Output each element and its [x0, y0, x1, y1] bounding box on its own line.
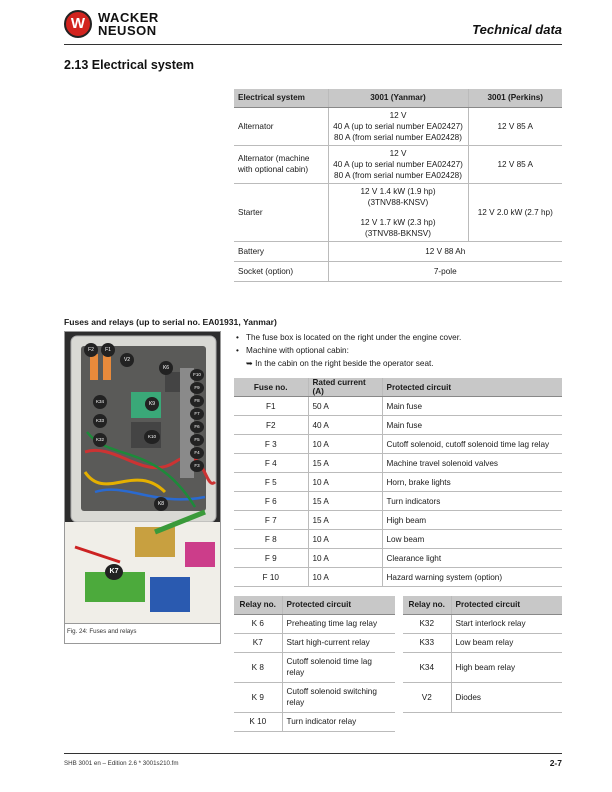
relay-circuit: Diodes — [451, 682, 562, 712]
figure-label: K32 — [93, 433, 107, 447]
fuse-number: F 7 — [234, 511, 308, 530]
fuse-current: 50 A — [308, 397, 382, 416]
table-row — [234, 652, 562, 682]
fuse-box-photo — [64, 331, 221, 624]
figure-label: K8 — [154, 497, 168, 511]
relay-circuit: Cutoff solenoid switching relay — [282, 682, 399, 712]
fuse-current: 10 A — [308, 530, 382, 549]
figure-label: V2 — [120, 353, 134, 367]
column-header: Protected circuit — [382, 378, 562, 397]
fuse-current: 10 A — [308, 549, 382, 568]
figure-label: F5 — [190, 434, 204, 446]
row-label: Starter — [234, 183, 328, 241]
table-row — [234, 397, 562, 416]
table-row — [234, 682, 562, 712]
fuse-number: F 3 — [234, 435, 308, 454]
relay-circuit: Start high-current relay — [282, 633, 399, 652]
table-row — [234, 568, 562, 587]
fuse-number: F 10 — [234, 568, 308, 587]
figure-label: F9 — [190, 382, 204, 394]
figure-label: F4 — [190, 447, 204, 459]
note-arrow: ➥ In the cabin on the right beside the operator seat. — [246, 359, 434, 368]
electrical-system-table — [234, 89, 562, 282]
row-label: Alternator (machine with optional cabin) — [234, 145, 328, 183]
table-row — [234, 241, 562, 261]
fuse-box-notes — [236, 331, 461, 370]
column-header: 3001 (Yanmar) — [328, 89, 468, 107]
table-header-row — [234, 596, 562, 614]
table-cell: 12 V 40 A (up to serial number EA02427) 80 A (from serial number EA02428) — [328, 107, 468, 145]
figure-label: K7 — [105, 564, 123, 580]
figure-label: F8 — [190, 395, 204, 407]
figure-label: K6 — [159, 361, 173, 375]
fuse-circuit: Turn indicators — [382, 492, 562, 511]
brand-name: WACKER NEUSON — [98, 10, 159, 38]
relay-circuit: Preheating time lag relay — [282, 614, 399, 633]
table-cell: 12 V 88 Ah — [328, 241, 562, 261]
relay-circuit: Start interlock relay — [451, 614, 562, 633]
column-header: Relay no. — [399, 596, 451, 614]
table-row — [234, 473, 562, 492]
table-header-row — [234, 89, 562, 107]
column-header: Protected circuit — [451, 596, 562, 614]
fuses-heading: Fuses and relays (up to serial no. EA01931, Yanmar) — [64, 317, 277, 327]
figure-label: K34 — [93, 395, 107, 409]
fuse-circuit: Clearance light — [382, 549, 562, 568]
footer-divider — [64, 753, 562, 754]
relay-circuit: Low beam relay — [451, 633, 562, 652]
relay-number: V2 — [399, 682, 451, 712]
fuse-number: F 5 — [234, 473, 308, 492]
fuse-number: F 6 — [234, 492, 308, 511]
table-row — [234, 416, 562, 435]
column-header: Relay no. — [234, 596, 282, 614]
table-row — [234, 530, 562, 549]
figure-label: F1 — [101, 343, 115, 357]
fuse-circuit: Horn, brake lights — [382, 473, 562, 492]
fuse-circuit: Machine travel solenoid valves — [382, 454, 562, 473]
relay-circuit: Cutoff solenoid time lag relay — [282, 652, 399, 682]
relay-number: K 8 — [234, 652, 282, 682]
table-cell: 7-pole — [328, 261, 562, 281]
table-row — [234, 511, 562, 530]
relay-number: K32 — [399, 614, 451, 633]
page-title: 2.13 Electrical system — [64, 58, 194, 72]
fuse-circuit: Main fuse — [382, 397, 562, 416]
fuse-number: F 8 — [234, 530, 308, 549]
table-row — [234, 633, 562, 652]
column-header: Electrical system — [234, 89, 328, 107]
fuse-circuit: Low beam — [382, 530, 562, 549]
relay-number: K34 — [399, 652, 451, 682]
figure-label: F3 — [190, 460, 204, 472]
table-row — [234, 435, 562, 454]
fuse-current: 15 A — [308, 454, 382, 473]
table-cell: 12 V 85 A — [468, 145, 562, 183]
table-header-row — [234, 378, 562, 397]
page-number: 2-7 — [549, 758, 562, 768]
table-row — [234, 145, 562, 183]
relay-number: K 9 — [234, 682, 282, 712]
page-header — [64, 10, 562, 42]
fuse-table — [234, 378, 562, 587]
table-row — [234, 454, 562, 473]
table-row — [234, 614, 562, 633]
relay-table — [234, 596, 562, 732]
figure-label: F7 — [190, 408, 204, 420]
figure-label: F2 — [84, 343, 98, 357]
fuse-circuit: Main fuse — [382, 416, 562, 435]
figure-label: F6 — [190, 421, 204, 433]
table-row — [234, 492, 562, 511]
table-row — [234, 261, 562, 281]
relay-number — [399, 712, 451, 731]
fuse-current: 10 A — [308, 435, 382, 454]
column-header: Protected circuit — [282, 596, 399, 614]
relay-circuit: High beam relay — [451, 652, 562, 682]
column-header: Rated current (A) — [308, 378, 382, 397]
figure-caption: Fig. 24: Fuses and relays — [67, 628, 137, 635]
figure-label: K10 — [144, 430, 160, 444]
figure-label: K9 — [145, 397, 159, 411]
table-row — [234, 183, 562, 241]
figure-label: F10 — [190, 369, 204, 381]
note-bullet: • The fuse box is located on the right under the engine cover. — [236, 331, 461, 344]
fuse-circuit: High beam — [382, 511, 562, 530]
fuse-current: 15 A — [308, 511, 382, 530]
fuse-number: F 4 — [234, 454, 308, 473]
fuse-circuit: Cutoff solenoid, cutoff solenoid time lag relay — [382, 435, 562, 454]
relay-number: K 10 — [234, 712, 282, 731]
table-cell: 12 V 85 A — [468, 107, 562, 145]
header-divider — [64, 44, 562, 45]
brand-logo-icon: W — [64, 10, 92, 38]
fuse-current: 40 A — [308, 416, 382, 435]
relay-circuit: Turn indicator relay — [282, 712, 399, 731]
fuse-circuit: Hazard warning system (option) — [382, 568, 562, 587]
column-header: 3001 (Perkins) — [468, 89, 562, 107]
relay-number: K33 — [399, 633, 451, 652]
row-label: Alternator — [234, 107, 328, 145]
figure-label: K33 — [93, 414, 107, 428]
table-cell: 12 V 2.0 kW (2.7 hp) — [468, 183, 562, 241]
relay-circuit — [451, 712, 562, 731]
fuse-current: 10 A — [308, 568, 382, 587]
fuse-number: F1 — [234, 397, 308, 416]
fuse-number: F 9 — [234, 549, 308, 568]
table-row — [234, 549, 562, 568]
table-row — [234, 107, 562, 145]
note-bullet: • Machine with optional cabin: — [236, 344, 461, 357]
relay-number: K7 — [234, 633, 282, 652]
table-cell: 12 V 1.4 kW (1.9 hp) (3TNV88-KNSV) 12 V 1.7 kW (2.3 hp) (3TNV88-BKNSV) — [328, 183, 468, 241]
relay-number: K 6 — [234, 614, 282, 633]
table-cell: 12 V 40 A (up to serial number EA02427) 80 A (from serial number EA02428) — [328, 145, 468, 183]
fuse-current: 15 A — [308, 492, 382, 511]
section-title: Technical data — [472, 22, 562, 37]
table-row — [234, 712, 562, 731]
row-label: Socket (option) — [234, 261, 328, 281]
fuse-current: 10 A — [308, 473, 382, 492]
row-label: Battery — [234, 241, 328, 261]
footer-document-info: SHB 3001 en – Edition 2.6 * 3001s210.fm — [64, 760, 179, 767]
column-header: Fuse no. — [234, 378, 308, 397]
fuse-number: F2 — [234, 416, 308, 435]
